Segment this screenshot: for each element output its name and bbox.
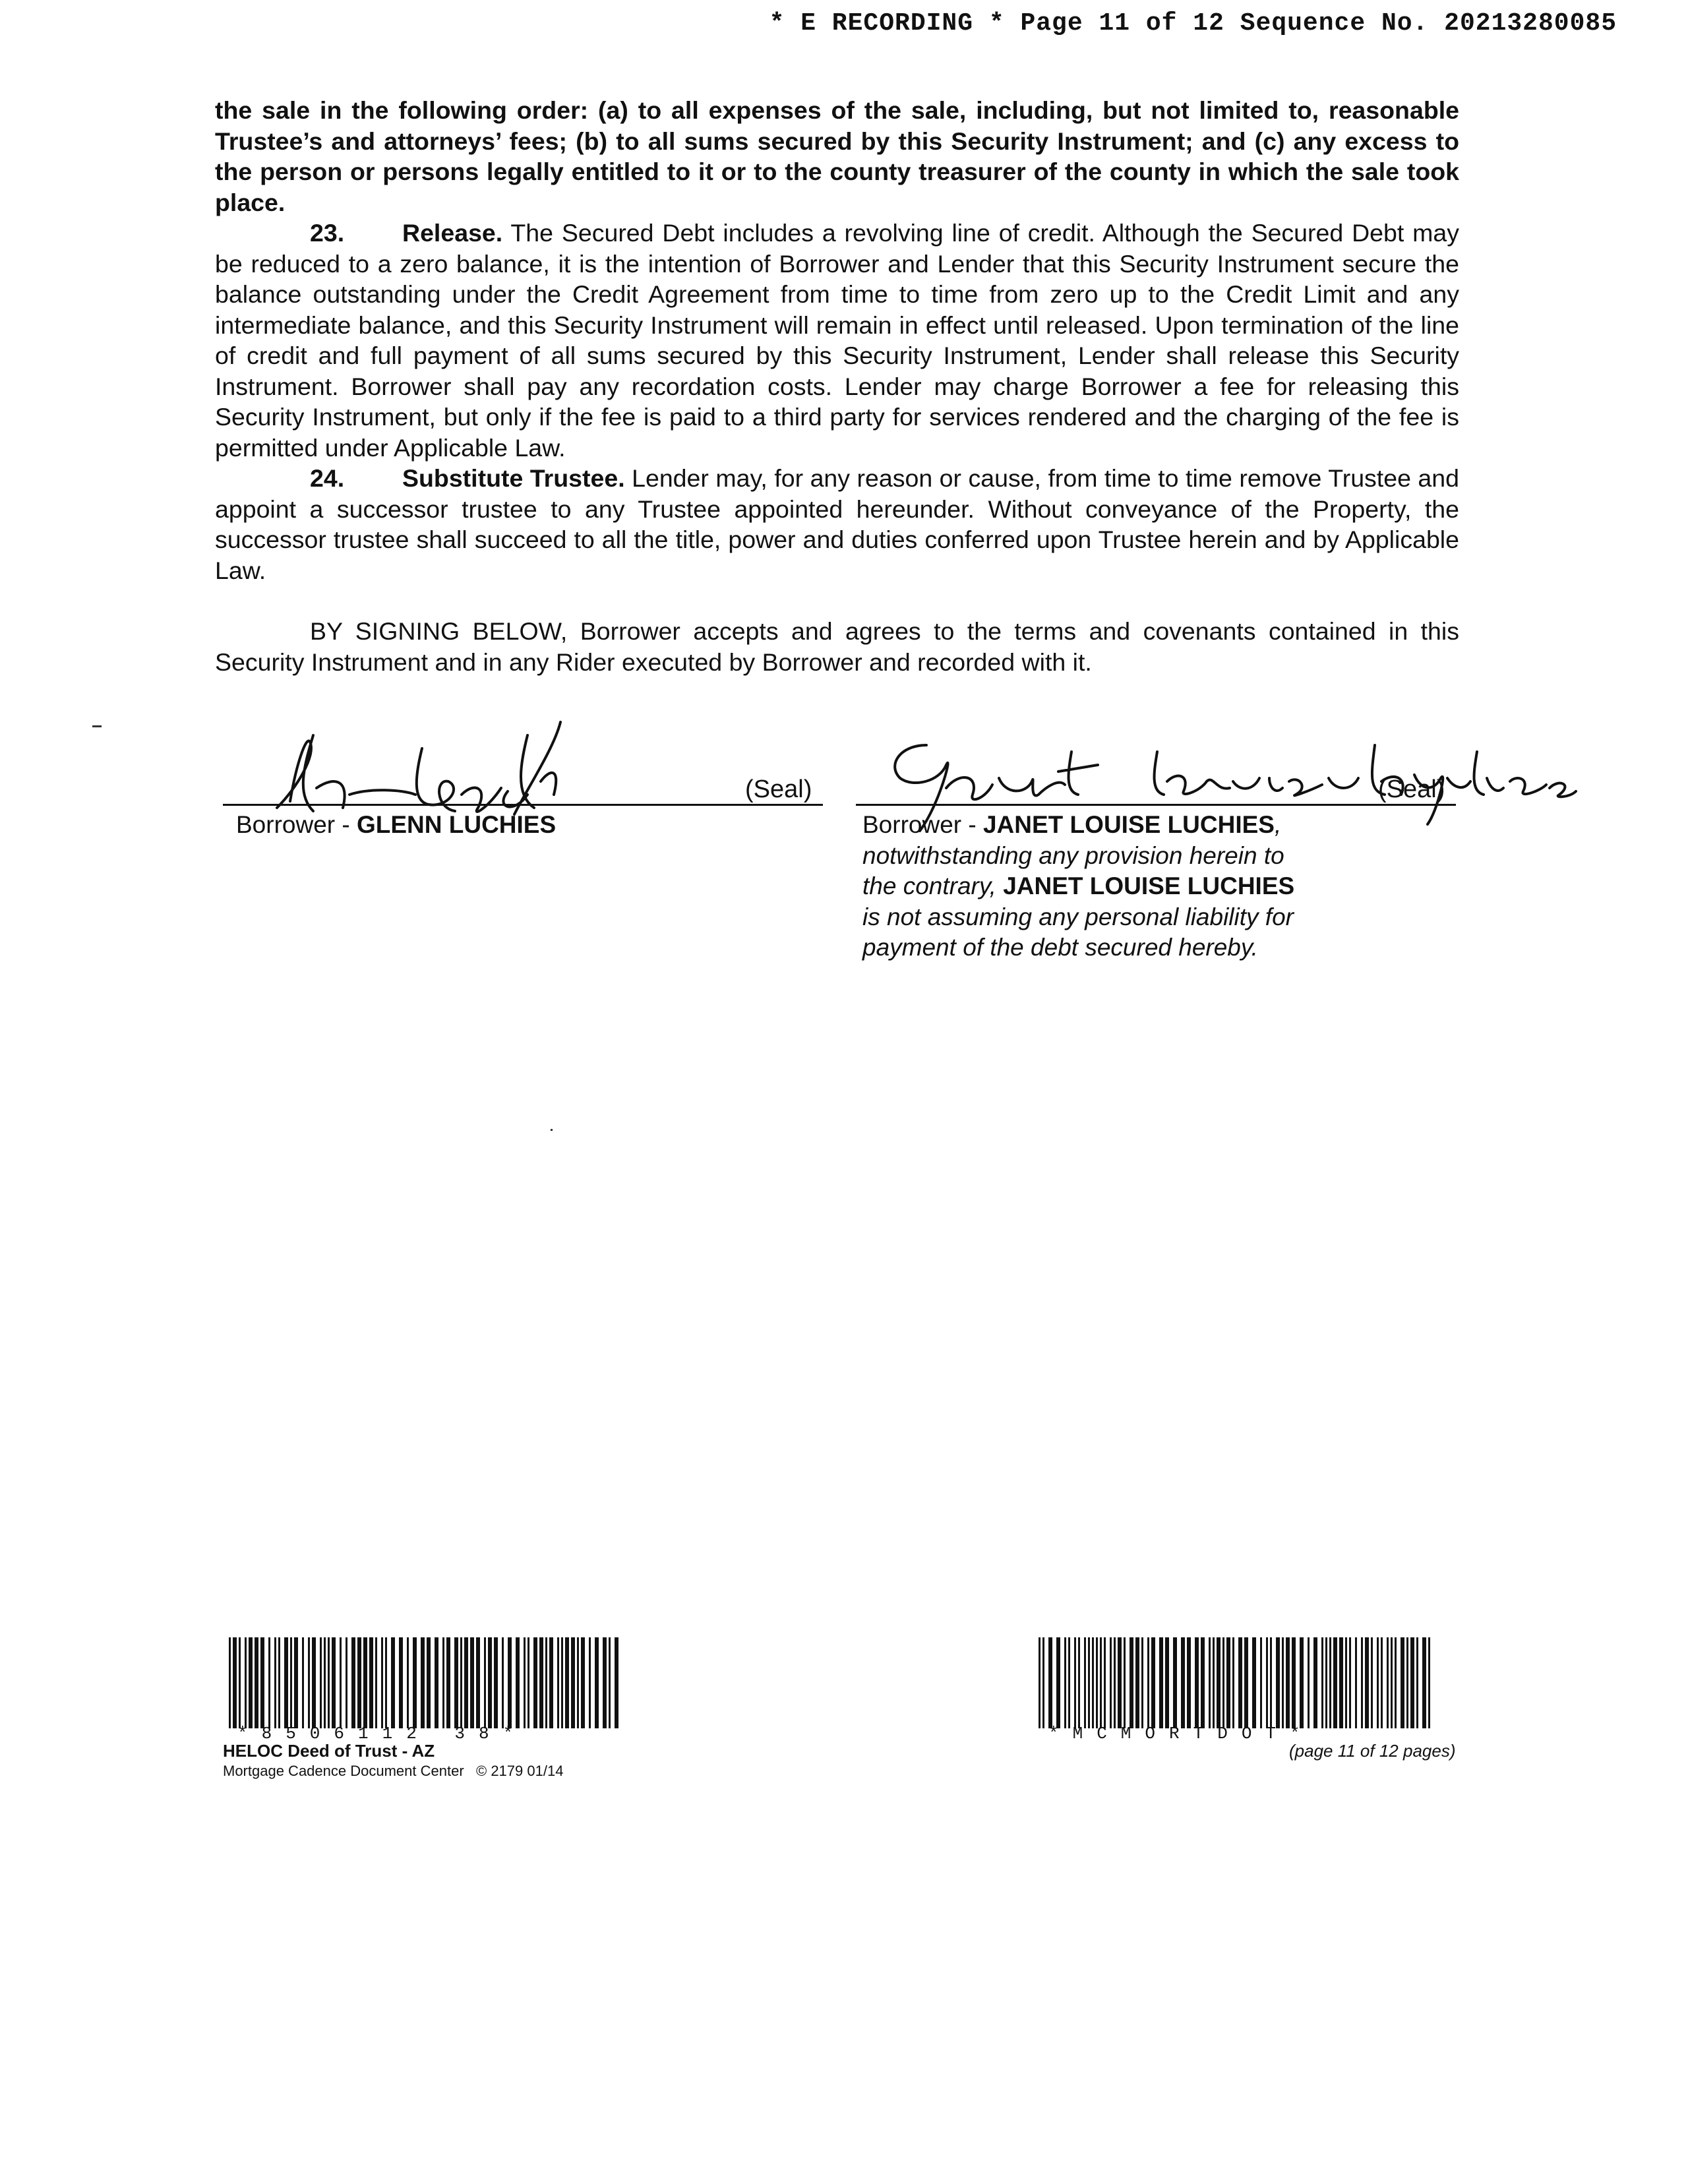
barcode-bar — [1048, 1637, 1052, 1728]
barcode-bar — [1092, 1637, 1094, 1728]
barcode-right-text: *MCMORTDOT* — [1048, 1724, 1314, 1744]
section-23-text: The Secured Debt includes a revolving line of credit. Although the Secured Debt may be reduced to a zero balance, it is the intention of Borrower and Lender that this Security Instrument secure the balance outstanding under the Credit Agreement from time to time from zero up to the Credit Limit and any intermediate balance, and this Security Instrument will remain in effect until released. Upon termination of the line of credit and full payment of all sums secured by this Security Instrument, Lender shall release this Security Instrument. Borrower shall pay any recordation costs. Lender may charge Borrower a fee for releasing this Security Instrument, but only if the fee is paid to a third party for services rendered and the charging of the fee is permitted under Applicable Law. — [215, 219, 1459, 462]
barcode-bar — [284, 1637, 288, 1728]
section-24-text: Lender may, for any reason or cause, from time to time remove Trustee and appoint a successor trustee to any Trustee appointed hereunder. Without conveyance of the Property, the successor trustee shall succeed to all the title, power and duties conferred upon Trustee herein and by Applicable Law. — [215, 464, 1459, 584]
barcode-bar — [1147, 1637, 1149, 1728]
glenn-signature — [251, 709, 659, 824]
barcode-bar — [1313, 1637, 1317, 1728]
recording-header: * E RECORDING * Page 11 of 12 Sequence No. 20213280085 — [769, 9, 1617, 38]
barcode-bar — [308, 1637, 310, 1728]
page-note: (page 11 of 12 pages) — [1289, 1741, 1456, 1761]
barcode-bar — [1074, 1637, 1076, 1728]
barcode-bar — [1078, 1637, 1080, 1728]
barcode-bar — [1416, 1637, 1418, 1728]
barcode-bar — [603, 1637, 607, 1728]
barcode-bar — [385, 1637, 387, 1728]
barcode-bar — [229, 1637, 231, 1728]
right-borrower-label — [862, 810, 1298, 963]
right-borrower-note-1: , notwithstanding any provision herein to the contrary, — [862, 811, 1284, 899]
barcode-bar — [1187, 1637, 1191, 1728]
barcode-bar — [255, 1637, 258, 1728]
barcode-bar — [346, 1637, 347, 1728]
barcode-bar — [1104, 1637, 1106, 1728]
barcode-bar — [391, 1637, 395, 1728]
barcode-bar — [1209, 1637, 1211, 1728]
barcode-bar — [533, 1637, 537, 1728]
barcode-bar — [571, 1637, 575, 1728]
barcode-bar — [1124, 1637, 1126, 1728]
barcode-left-text: *8506112 38* — [237, 1724, 528, 1744]
barcode-bar — [1039, 1637, 1040, 1728]
barcode-bar — [528, 1637, 529, 1728]
barcode-bar — [1321, 1637, 1323, 1728]
barcode-bar — [1226, 1637, 1230, 1728]
barcode-bar — [357, 1637, 361, 1728]
section-23-number: 23. — [310, 219, 345, 247]
barcode-bar — [1118, 1637, 1122, 1728]
section-24-number: 24. — [310, 464, 345, 492]
continuation-paragraph: the sale in the following order: (a) to all expenses of the sale, including, but not limited to, reasonable Trustee’s and attorneys’ fees; (b) to all sums secured by this Security Instrument; and (c) any excess to the person or persons legally entitled to it or to the county treasurer of the county in which the sale took place. — [215, 96, 1459, 216]
right-seal-label: (Seal) — [1378, 775, 1445, 803]
barcode-bar — [421, 1637, 425, 1728]
barcode-bar — [1244, 1637, 1248, 1728]
left-borrower-name: GLENN LUCHIES — [356, 811, 557, 838]
barcode-bar — [1292, 1637, 1296, 1728]
barcode-bar — [508, 1637, 512, 1728]
barcode-bar — [369, 1637, 373, 1728]
barcode-bar — [545, 1637, 547, 1728]
barcode-bar — [1355, 1637, 1357, 1728]
section-23 — [215, 218, 1459, 463]
barcode-bar — [1282, 1637, 1284, 1728]
barcode-bar — [294, 1637, 298, 1728]
barcode-bar — [615, 1637, 618, 1728]
barcode-bar — [595, 1637, 599, 1728]
barcode-bar — [427, 1637, 431, 1728]
barcode-bar — [1064, 1637, 1066, 1728]
barcode-bar — [1428, 1637, 1430, 1728]
barcode-bar — [1130, 1637, 1133, 1728]
barcode-bar — [581, 1637, 585, 1728]
barcode-bar — [328, 1637, 330, 1728]
barcode-bar — [1401, 1637, 1404, 1728]
barcode-bar — [1195, 1637, 1199, 1728]
barcode-bar — [1276, 1637, 1280, 1728]
barcode-bar — [1333, 1637, 1337, 1728]
left-seal-label: (Seal) — [745, 775, 812, 803]
barcode-bar — [1159, 1637, 1163, 1728]
barcode-bar — [1252, 1637, 1256, 1728]
left-borrower-label — [236, 810, 556, 841]
right-signature-line — [856, 804, 1456, 806]
signing-statement: BY SIGNING BELOW, Borrower accepts and agrees to the terms and covenants contained in this Security Instrument and in any Rider executed by Borrower and recorded with it. — [215, 617, 1459, 676]
section-24 — [215, 463, 1459, 586]
barcode-bar — [1114, 1637, 1116, 1728]
barcode-bar — [609, 1637, 611, 1728]
barcode-bar — [1270, 1637, 1272, 1728]
barcode-bar — [1151, 1637, 1155, 1728]
barcode-bar — [549, 1637, 553, 1728]
barcode-bar — [1110, 1637, 1112, 1728]
barcode-bar — [1238, 1637, 1242, 1728]
barcode-bar — [332, 1637, 336, 1728]
barcode-bar — [1088, 1637, 1090, 1728]
barcode-bar — [1377, 1637, 1379, 1728]
barcode-bar — [494, 1637, 498, 1728]
barcode-bar — [1042, 1637, 1044, 1728]
barcode-bar — [1300, 1637, 1304, 1728]
barcode-bar — [363, 1637, 367, 1728]
barcode-bar — [1381, 1637, 1383, 1728]
barcode-bar — [407, 1637, 409, 1728]
left-signature-line — [223, 804, 823, 806]
barcode-bar — [1096, 1637, 1098, 1728]
barcode-bar — [245, 1637, 247, 1728]
barcode-bar — [1410, 1637, 1414, 1728]
barcode-bar — [375, 1637, 377, 1728]
barcode-bar — [1422, 1637, 1426, 1728]
barcode-bar — [476, 1637, 480, 1728]
barcode-bar — [1217, 1637, 1221, 1728]
barcode-bar — [1308, 1637, 1310, 1728]
barcode-bar — [1232, 1637, 1234, 1728]
barcode-bar — [233, 1637, 237, 1728]
section-24-title: Substitute Trustee. — [402, 464, 625, 492]
barcode-bar — [260, 1637, 264, 1728]
barcode-bar — [1084, 1637, 1086, 1728]
section-23-title: Release. — [402, 219, 503, 247]
barcode-bar — [1222, 1637, 1224, 1728]
barcode-bar — [1345, 1637, 1347, 1728]
barcode-bar — [278, 1637, 280, 1728]
barcode-bar — [381, 1637, 383, 1728]
barcode-bar — [399, 1637, 403, 1728]
barcode-bar — [290, 1637, 292, 1728]
barcode-bar — [1100, 1637, 1102, 1728]
barcode-bar — [435, 1637, 438, 1728]
barcode-bar — [470, 1637, 474, 1728]
barcode-bar — [1349, 1637, 1351, 1728]
barcode-bar — [340, 1637, 342, 1728]
barcode-bar — [1371, 1637, 1373, 1728]
barcode-bar — [274, 1637, 276, 1728]
barcode-bar — [1135, 1637, 1139, 1728]
barcode-bar — [1266, 1637, 1268, 1728]
barcode-bar — [1181, 1637, 1185, 1728]
left-borrower-prefix: Borrower - — [236, 811, 357, 838]
barcode-bar — [1365, 1637, 1369, 1728]
barcode-bar — [561, 1637, 563, 1728]
barcode-bar — [268, 1637, 270, 1728]
form-number: © 2179 01/14 — [476, 1763, 564, 1779]
form-footer-line — [223, 1763, 563, 1780]
barcode-bar — [589, 1637, 591, 1728]
barcode-bar — [577, 1637, 579, 1728]
form-source: Mortgage Cadence Document Center — [223, 1763, 464, 1779]
barcode-bar — [454, 1637, 458, 1728]
barcode-bar — [1339, 1637, 1343, 1728]
right-borrower-name: JANET LOUISE LUCHIES — [982, 811, 1275, 838]
barcode-bar — [446, 1637, 450, 1728]
barcode-bar — [324, 1637, 326, 1728]
barcode-bar — [1387, 1637, 1389, 1728]
barcode-bar — [1056, 1637, 1060, 1728]
barcode-bar — [1286, 1637, 1290, 1728]
right-borrower-name-repeat: JANET LOUISE LUCHIES — [1003, 872, 1295, 899]
barcode-bar — [502, 1637, 504, 1728]
barcode-bar — [302, 1637, 304, 1728]
barcode-bar — [1165, 1637, 1169, 1728]
barcode-bar — [1201, 1637, 1205, 1728]
barcode-left — [229, 1637, 624, 1728]
barcode-bar — [539, 1637, 543, 1728]
barcode-bar — [312, 1637, 316, 1728]
barcode-bar — [1173, 1637, 1177, 1728]
barcode-bar — [1213, 1637, 1215, 1728]
barcode-bar — [351, 1637, 355, 1728]
barcode-bar — [1329, 1637, 1331, 1728]
barcode-bar — [524, 1637, 526, 1728]
barcode-bar — [1361, 1637, 1363, 1728]
barcode-bar — [464, 1637, 468, 1728]
barcode-right — [1039, 1637, 1434, 1728]
scan-speck — [551, 1129, 553, 1131]
right-borrower-prefix: Borrower - — [862, 811, 983, 838]
right-borrower-note-2: is not assuming any personal liability for payment of the debt secured hereby. — [862, 903, 1294, 961]
barcode-bar — [516, 1637, 520, 1728]
barcode-bar — [1395, 1637, 1397, 1728]
barcode-bar — [1406, 1637, 1408, 1728]
form-title: HELOC Deed of Trust - AZ — [223, 1741, 435, 1761]
barcode-bar — [1260, 1637, 1262, 1728]
barcode-bar — [1068, 1637, 1070, 1728]
barcode-bar — [565, 1637, 569, 1728]
barcode-bar — [249, 1637, 253, 1728]
barcode-bar — [320, 1637, 322, 1728]
scan-speck — [92, 725, 102, 727]
barcode-bar — [488, 1637, 492, 1728]
barcode-bar — [1141, 1637, 1143, 1728]
barcode-bar — [484, 1637, 486, 1728]
barcode-bar — [460, 1637, 462, 1728]
barcode-bar — [239, 1637, 241, 1728]
barcode-bar — [557, 1637, 559, 1728]
barcode-bar — [1325, 1637, 1327, 1728]
barcode-bar — [413, 1637, 417, 1728]
barcode-bar — [1391, 1637, 1393, 1728]
barcode-bar — [442, 1637, 444, 1728]
document-body — [215, 95, 1459, 677]
